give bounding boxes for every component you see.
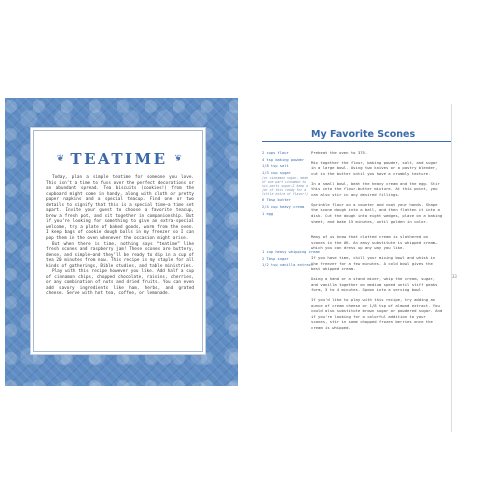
- ingredient-note: (or cinnamon sugar, made of one part cinnamon to six parts sugar—I keep a jar of this ready for a little extra of flavor!): [262, 176, 309, 197]
- ingredient-item: 2 cups flour: [262, 151, 289, 155]
- direction-paragraph: If you have time, chill your mixing bowl and whisk in the freezer for a few minutes. A cold bowl gives the best whipped cream.: [311, 255, 436, 272]
- direction-paragraph: Preheat the oven to 375.: [311, 150, 368, 155]
- ingredient-item: 1/8 tsp salt: [262, 164, 289, 169]
- card-title-row: [34, 150, 204, 168]
- page-margin-rule: [451, 104, 452, 432]
- card-paragraph: Today, plan a simple teatime for someone you love. This isn’t a time to fuss over the perfect decorations or an abundant spread. Tea biscuits (cookies!) from the cupboard might come in handy, along with cloth or pretty paper napkins and a special teacup. Find one or two details to signify that this is a special time—a time set apart. Invite your guest to choose a favorite teacup, brew a fresh pot, and sit together in companionship. But if you’re looking for something to give an extra-special welcome, try a plate of baked goods, warm from the oven. I keep bags of cookie dough balls in my freezer so I can pop them in the oven whenever the occasion might arise.: [46, 175, 194, 242]
- left-flourish-icon: ❦: [56, 154, 65, 164]
- card-paragraph: But when there is time, nothing says “teatime” like fresh scones and raspberry jam! These scones are buttery, dense, and simple—and they’ll be ready to dip in a cup of tea 20 minutes from now. This recipe is my staple for all kinds of gatherings, Bible studies, and table ministries.: [46, 241, 194, 269]
- ingredient-item: 2/4 cup heavy cream: [262, 204, 305, 209]
- direction-paragraph: Sprinkle flour on a counter and coat your hands. Shape the scone dough into a ball, and then flatten it into a disk. Cut the dough into eight wedges, place on a baking sheet, and bake 15 minutes, until golden in color.: [311, 201, 443, 224]
- recipe-title: My Favorite Scones: [311, 129, 416, 140]
- direction-paragraph: Mix together the flour, baking powder, salt, and sugar in a large bowl. Using two knives or a pastry blender, cut in the butter until you have a crumbly texture.: [311, 159, 438, 176]
- direction-paragraph: If you’d like to play with this recipe, try adding an ounce of cream cheese or 1/8 tsp of almond extract. You could also substitute brown sugar or powdered sugar. And if you’re looking for a colorful addition to your scones, stir in some chopped frozen berries once the cream is whipped.: [311, 297, 443, 330]
- ingredient-item: 1/3 cup sugar: [262, 170, 291, 175]
- teatime-card: [33, 130, 203, 352]
- ingredients-scones: [262, 150, 310, 217]
- ingredient-item: 6 Tbsp butter: [262, 198, 291, 203]
- page-number: 33: [452, 274, 457, 279]
- card-body: [46, 175, 194, 297]
- title-rule: [262, 141, 451, 142]
- ingredient-item: 4 tsp baking powder: [262, 157, 305, 162]
- ingredient-item: 1 egg: [262, 211, 274, 216]
- direction-paragraph: Using a hand or a stand mixer, whip the cream, sugar, and vanilla together on medium speed until stiff peaks form, 3 to 4 minutes. Spoon into a serving bowl.: [311, 276, 438, 293]
- card-paragraph: Play with this recipe however you like. Add half a cup of cinnamon chips, chopped chocolate, raisins, cherries, or any combination of nuts and dried fruits. You can even add savory ingredients like ham, herbs, and grated cheese. Serve with hot tea, coffee, or lemonade.: [46, 269, 194, 297]
- ingredient-item: 2 Tbsp sugar: [262, 256, 289, 261]
- direction-paragraph: Many of us know that clotted cream is slathered on scones in the UK. An easy substitute is whipped cream—which you can dress up any way you like.: [311, 234, 438, 251]
- ingredient-item: 1/2 tsp vanilla extract: [262, 263, 314, 268]
- right-flourish-icon: ❦: [173, 154, 182, 164]
- card-title: TEATIME: [70, 150, 168, 168]
- ingredient-item: 1 cup heavy whipping cream: [262, 250, 320, 254]
- ingredients-cream: [262, 249, 320, 269]
- direction-paragraph: In a small bowl, beat the heavy cream and the egg. Stir this into the flour-butter mixture. At this point, you can also stir in any desired fillings.: [311, 180, 440, 197]
- directions: [311, 150, 444, 335]
